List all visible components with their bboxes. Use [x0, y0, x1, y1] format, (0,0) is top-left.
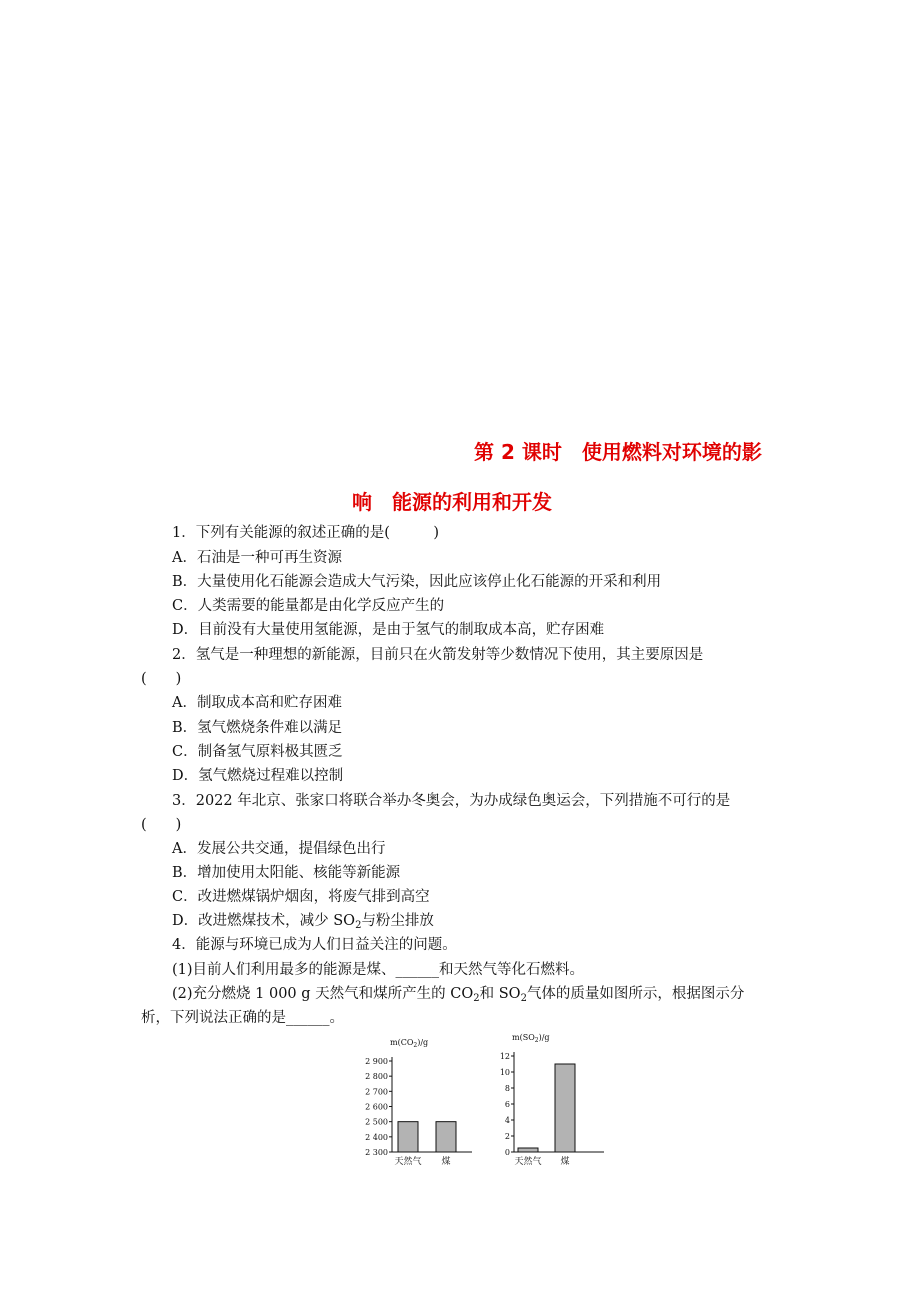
q3-stem: 3．2022 年北京、张家口将联合举办冬奥会，为办成绿色奥运会，下列措施不可行的是	[172, 793, 731, 809]
so2-bar-chart	[490, 1030, 610, 1170]
bar-natural-gas	[398, 1122, 418, 1152]
q3-option-a: A．发展公共交通，提倡绿色出行	[172, 841, 386, 857]
y-tick-label: 2 600	[365, 1102, 388, 1112]
q2-stem-cont: ( )	[141, 671, 182, 687]
q1-stem: 1．下列有关能源的叙述正确的是( )	[172, 525, 440, 541]
q1-option-a: A．石油是一种可再生资源	[172, 550, 342, 566]
bar-coal	[436, 1122, 456, 1152]
y-tick-label: 2 500	[365, 1117, 388, 1127]
y-tick-label: 4	[504, 1116, 510, 1125]
x-category-label: 煤	[441, 1157, 451, 1167]
q2-option-b: B．氢气燃烧条件难以满足	[172, 720, 343, 736]
y-tick-label: 10	[499, 1068, 510, 1077]
y-axis-label: $m(CO_2)/g$	[390, 1038, 429, 1049]
bar-coal	[555, 1064, 575, 1152]
y-axis-label: $m(SO_2)/g$	[512, 1033, 550, 1044]
q1-option-d: D．目前没有大量使用氢能源，是由于氢气的制取成本高，贮存困难	[172, 622, 605, 638]
y-tick-label: 2 300	[365, 1148, 388, 1157]
bar-natural-gas	[518, 1148, 538, 1152]
y-tick-label: 0	[504, 1148, 510, 1157]
y-tick-label: 2	[504, 1132, 510, 1141]
q1-option-b: B．大量使用化石能源会造成大气污染，因此应该停止化石能源的开采和利用	[172, 574, 662, 590]
q3-option-d: D．改进燃煤技术，减少 $SO_2$与粉尘排放	[172, 913, 434, 931]
q2-option-c: C．制备氢气原料极其匮乏	[172, 744, 343, 760]
y-tick-label: 6	[504, 1100, 510, 1109]
title-line-2: 响 能源的利用和开发	[352, 490, 552, 514]
q2-stem: 2．氢气是一种理想的新能源，目前只在火箭发射等少数情况下使用，其主要原因是	[172, 647, 704, 663]
q2-option-a: A．制取成本高和贮存困难	[172, 695, 342, 711]
x-category-label: 煤	[560, 1157, 570, 1167]
co2-bar-chart	[350, 1035, 480, 1170]
title-line-1: 第 2 课时 使用燃料对环境的影	[474, 440, 762, 464]
y-tick-label: 2 800	[365, 1072, 388, 1082]
q2-option-d: D．氢气燃烧过程难以控制	[172, 768, 344, 784]
y-tick-label: 2 400	[365, 1132, 388, 1142]
y-tick-label: 12	[499, 1052, 510, 1061]
q3-stem-cont: ( )	[141, 817, 182, 833]
q1-option-c: C．人类需要的能量都是由化学反应产生的	[172, 598, 445, 614]
q4-part-2-cont: 析，下列说法正确的是______。	[141, 1010, 344, 1026]
q3-option-b: B．增加使用太阳能、核能等新能源	[172, 865, 401, 881]
y-tick-label: 8	[504, 1084, 510, 1093]
q4-part-2: (2)充分燃烧 1 000 g 天然气和煤所产生的 $CO_2$和 $SO_2$气体的质量如图所示，根据图示分	[172, 986, 745, 1004]
q4-stem: 4．能源与环境已成为人们日益关注的问题。	[172, 937, 457, 953]
y-tick-label: 2 900	[365, 1057, 388, 1066]
q3-option-c: C．改进燃煤锅炉烟囱，将废气排到高空	[172, 889, 430, 905]
x-category-label: 天然气	[514, 1157, 542, 1167]
q4-part-1: (1)目前人们利用最多的能源是煤、______和天然气等化石燃料。	[172, 962, 585, 978]
y-tick-label: 2 700	[365, 1087, 388, 1097]
x-category-label: 天然气	[394, 1157, 422, 1167]
